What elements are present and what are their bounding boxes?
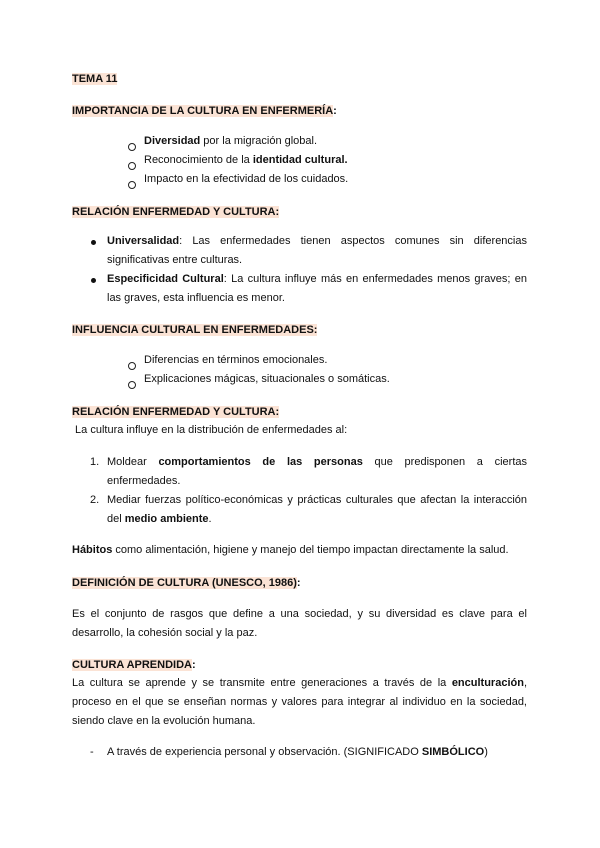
list-number: 2.: [90, 494, 100, 506]
section-heading-relacion: RELACIÓN ENFERMEDAD Y CULTURA:: [72, 206, 280, 218]
document-title: TEMA 11: [72, 73, 118, 85]
list-item: Impacto en la efectividad de los cuidados.: [144, 173, 349, 185]
list-number: 1.: [90, 456, 100, 468]
paragraph-intro: La cultura influye en la distribución de enfermedades al:: [72, 424, 348, 436]
bullet-circle-icon: [128, 157, 136, 165]
list-item: Diversidad por la migración global.: [144, 135, 318, 147]
bullet-dot-icon: [91, 278, 96, 283]
section-heading-importancia: IMPORTANCIA DE LA CULTURA EN ENFERMERÍA:: [72, 105, 337, 117]
bullet-circle-icon: [128, 357, 136, 365]
paragraph-definicion: Es el conjunto de rasgos que define a una sociedad, y su diversidad es clave para el desarrollo, la cohesión social y la paz.: [72, 608, 527, 639]
bullet-circle-icon: [128, 138, 136, 146]
section-heading-definicion: DEFINICIÓN DE CULTURA (UNESCO, 1986):: [72, 577, 301, 589]
list-item: Diferencias en términos emocionales.: [144, 354, 328, 366]
paragraph-cultura-aprendida: La cultura se aprende y se transmite entre generaciones a través de la enculturación, proceso en el que se enseñan normas y valores para integrar al individuo en la sociedad, siendo clave en la evolución humana.: [72, 677, 527, 727]
list-item: Explicaciones mágicas, situacionales o somáticas.: [144, 373, 390, 385]
list-item: A través de experiencia personal y observación. (SIGNIFICADO SIMBÓLICO): [107, 746, 488, 758]
section-heading-cultura-aprendida: CULTURA APRENDIDA:: [72, 659, 196, 671]
list-item: Reconocimiento de la identidad cultural.: [144, 154, 348, 166]
bullet-dot-icon: [91, 240, 96, 245]
list-item: Especificidad Cultural: La cultura influye más en enfermedades menos graves; en las graves, esta influencia es menor.: [107, 273, 527, 304]
section-heading-influencia: INFLUENCIA CULTURAL EN ENFERMEDADES:: [72, 324, 318, 336]
list-dash: -: [90, 746, 94, 758]
bullet-circle-icon: [128, 176, 136, 184]
list-item: Mediar fuerzas político-económicas y prácticas culturales que afectan la interacción del medio ambiente.: [107, 494, 527, 525]
list-item: Universalidad: Las enfermedades tienen aspectos comunes sin diferencias significativas entre culturas.: [107, 235, 527, 266]
section-heading-relacion-2: RELACIÓN ENFERMEDAD Y CULTURA:: [72, 406, 280, 418]
bullet-circle-icon: [128, 376, 136, 384]
paragraph-habitos: Hábitos como alimentación, higiene y manejo del tiempo impactan directamente la salud.: [72, 544, 509, 556]
list-item: Moldear comportamientos de las personas que predisponen a ciertas enfermedades.: [107, 456, 527, 487]
